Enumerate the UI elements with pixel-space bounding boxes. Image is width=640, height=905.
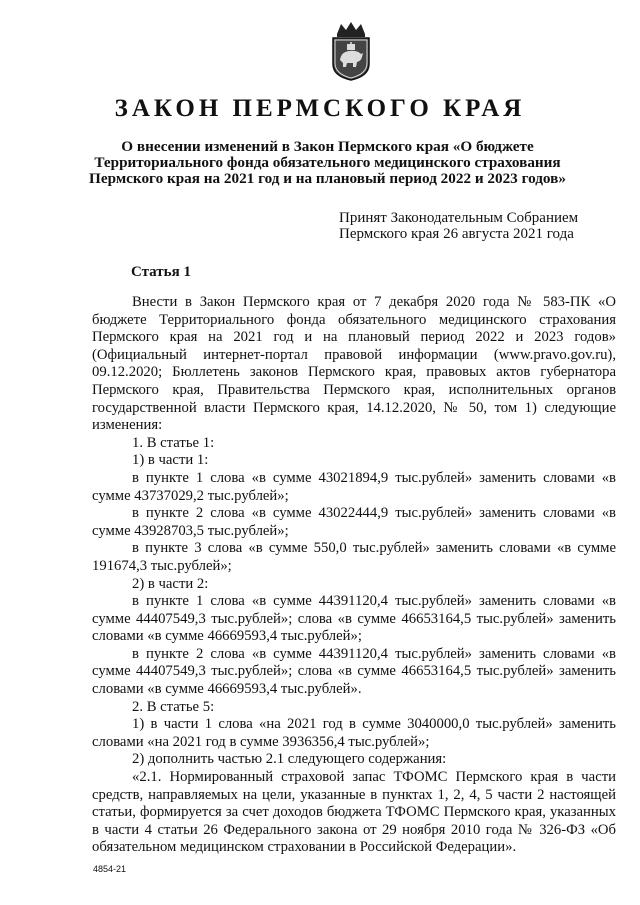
coat-of-arms-icon — [327, 20, 375, 82]
paragraph: «2.1. Нормированный страховой запас ТФОМС Пермского края в части средств, направляемых на цели, указанные в пунктах 1, 2, 4, 5 части 2 настоящей статьи, формируется за счет доходов бюджета ТФОМС Пермского края, указанных в части 4 статьи 26 Федерального закона от 29 ноября 2010 года № 326-ФЗ «Об обязательном медицинском страховании в Российской Федерации». — [92, 769, 616, 856]
paragraph: 1) в части 1 слова «на 2021 год в сумме 3040000,0 тыс.рублей» заменить словами «на 2021 год в сумме 3936356,4 тыс.рублей»; — [92, 716, 616, 750]
paragraph: 1. В статье 1: — [132, 434, 215, 451]
adoption-note — [339, 210, 578, 242]
paragraph: Внести в Закон Пермского края от 7 декабря 2020 года № 583-ПК «О бюджете Территориального фонда обязательного медицинского страхования Пермского края на 2021 год и на плановый период 2022 и 2023 годов» (Официальный интернет-портал правовой информации (www.pravo.gov.ru), 09.12.2020; Бюллетень законов Пермского края, правовых актов губернатора Пермского края, Правительства Пермского края, исполнительных органов государственной власти Пермского края, 14.12.2020, № 50, том 1) следующие изменения: — [92, 294, 616, 434]
paragraph: в пункте 2 слова «в сумме 43022444,9 тыс.рублей» заменить словами «в сумме 43928703,5 тыс.рублей»; — [92, 505, 616, 539]
article-heading: Статья 1 — [131, 264, 191, 280]
adoption-line-2: Пермского края 26 августа 2021 года — [339, 226, 574, 242]
paragraph: 1) в части 1: — [132, 452, 209, 469]
paragraph: в пункте 2 слова «в сумме 44391120,4 тыс.рублей» заменить словами «в сумме 44407549,3 тыс.рублей»; слова «в сумме 46653164,5 тыс.рублей» заменить словами «в сумме 46669593,4 тыс.рублей». — [92, 645, 616, 698]
paragraph: в пункте 1 слова «в сумме 44391120,4 тыс.рублей» заменить словами «в сумме 44407549,3 тыс.рублей»; слова «в сумме 46653164,5 тыс.рублей» заменить словами «в сумме 46669593,4 тыс.рублей»; — [92, 593, 616, 645]
paragraph: 2) дополнить частью 2.1 следующего содержания: — [132, 751, 447, 768]
law-title: ЗАКОН ПЕРМСКОГО КРАЯ — [114, 95, 526, 122]
paragraph: 2. В статье 5: — [132, 698, 215, 715]
article-body — [92, 294, 616, 857]
law-subtitle: О внесении изменений в Закон Пермского края «О бюджете Территориального фонда обязательного медицинского страхования Пермского края на 2021 год и на плановый период 2022 и 2023 годов» — [89, 138, 566, 187]
paragraph: в пункте 3 слова «в сумме 550,0 тыс.рублей» заменить словами «в сумме 191674,3 тыс.рублей»; — [92, 540, 616, 574]
paragraph: 2) в части 2: — [132, 575, 209, 592]
paragraph: в пункте 1 слова «в сумме 43021894,9 тыс.рублей» заменить словами «в сумме 43737029,2 тыс.рублей»; — [92, 469, 616, 504]
adoption-line-1: Принят Законодательным Собранием — [339, 210, 579, 226]
document-code: 4854-21 — [93, 864, 127, 874]
